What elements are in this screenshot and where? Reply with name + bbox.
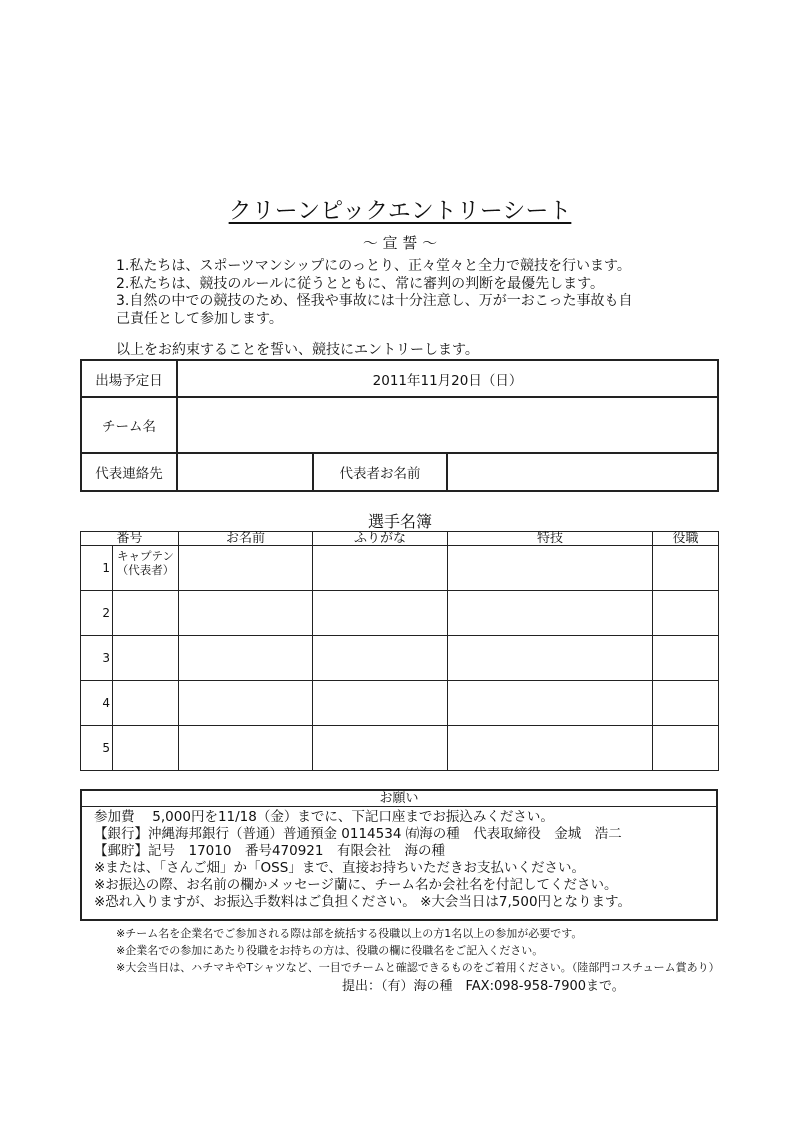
document-title: クリーンピックエントリーシート [228, 198, 572, 224]
row-number: 5 [81, 726, 113, 771]
header-skill: 特技 [448, 532, 653, 546]
pledge-line: 1.私たちは、スポーツマンシップにのっとり、正々堂々と全力で競技を行います。 [116, 258, 631, 274]
request-body [82, 807, 716, 911]
bank-line: 【銀行】沖縄海邦銀行（普通）普通預金 0114534 ㈲海の種 代表取締役 金城 浩二 [94, 826, 622, 842]
notes-list [116, 925, 720, 976]
roster-title: 選手名簿 [367, 512, 432, 531]
name-cell[interactable] [179, 546, 313, 591]
captain-cell[interactable] [113, 681, 179, 726]
pledge-line: 3.自然の中での競技のため、怪我や事故には十分注意し、万が一おこった事故も自 [116, 293, 633, 309]
contact-field[interactable] [177, 453, 313, 491]
captain-cell[interactable] [113, 636, 179, 681]
row-number: 1 [81, 546, 113, 591]
table-row [81, 726, 719, 771]
position-cell[interactable] [653, 726, 719, 771]
promise-text: 以上をお約束することを誓い、競技にエントリーします。 [116, 342, 479, 358]
name-cell[interactable] [179, 681, 313, 726]
furigana-cell[interactable] [313, 726, 448, 771]
oath-heading: ～ 宣 誓 ～ [362, 234, 438, 252]
position-cell[interactable] [653, 636, 719, 681]
request-note: ※恐れ入りますが、お振込手数料はご負担ください。 ※大会当日は7,500円となります。 [94, 894, 631, 910]
date-label: 出場予定日 [81, 360, 177, 397]
submission-info: 提出：（有）海の種 FAX:098-958-7900まで。 [342, 979, 625, 994]
request-box [80, 789, 718, 921]
team-name-field[interactable] [177, 397, 718, 453]
captain-cell[interactable] [113, 726, 179, 771]
request-note: ※または、「さんご畑」か「OSS」まで、直接お持ちいただきお支払いください。 [94, 860, 586, 876]
name-cell[interactable] [179, 591, 313, 636]
skill-cell[interactable] [448, 681, 653, 726]
table-row [81, 636, 719, 681]
position-cell[interactable] [653, 591, 719, 636]
position-cell[interactable] [653, 681, 719, 726]
furigana-cell[interactable] [313, 636, 448, 681]
row-number: 3 [81, 636, 113, 681]
fee-line: 参加費 5,000円を11/18（金）までに、下記口座までお振込みください。 [94, 809, 554, 825]
request-title: お願い [82, 791, 716, 807]
name-cell[interactable] [179, 726, 313, 771]
header-name: お名前 [179, 532, 313, 546]
roster-table [80, 531, 719, 771]
rep-name-field[interactable] [447, 453, 718, 491]
captain-cell[interactable] [113, 591, 179, 636]
captain-label [113, 546, 179, 591]
rep-name-label: 代表者お名前 [313, 453, 447, 491]
team-name-label: チーム名 [81, 397, 177, 453]
note-line: ※企業名での参加にあたり役職をお持ちの方は、役職の欄に役職名をご記入ください。 [116, 944, 544, 957]
skill-cell[interactable] [448, 591, 653, 636]
contact-label: 代表連絡先 [81, 453, 177, 491]
captain-label-line: キャプテン [117, 549, 174, 563]
request-note: ※お振込の際、お名前の欄かメッセージ蘭に、チーム名か会社名を付記してください。 [94, 877, 618, 893]
name-cell[interactable] [179, 636, 313, 681]
row-number: 2 [81, 591, 113, 636]
table-row [81, 591, 719, 636]
table-row [81, 681, 719, 726]
position-cell[interactable] [653, 546, 719, 591]
furigana-cell[interactable] [313, 681, 448, 726]
furigana-cell[interactable] [313, 591, 448, 636]
note-line: ※チーム名を企業名でご参加される際は部を統括する役職以上の方1名以上の参加が必要です。 [116, 927, 583, 940]
skill-cell[interactable] [448, 546, 653, 591]
row-number: 4 [81, 681, 113, 726]
date-value[interactable]: 2011年11月20日（日） [177, 360, 718, 397]
pledge-line: 己責任として参加します。 [116, 310, 283, 327]
note-line: ※大会当日は、ハチマキやTシャツなど、一目でチームと確認できるものをご着用ください。（陸部門コスチューム賞あり） [116, 961, 720, 974]
furigana-cell[interactable] [313, 546, 448, 591]
skill-cell[interactable] [448, 636, 653, 681]
postal-line: 【郵貯】記号 17010 番号470921 有限会社 海の種 [94, 843, 445, 859]
header-furigana: ふりがな [313, 532, 448, 546]
pledge-list [116, 258, 676, 328]
table-row [81, 546, 719, 591]
skill-cell[interactable] [448, 726, 653, 771]
captain-label-line: （代表者） [116, 563, 175, 577]
header-number: 番号 [81, 532, 179, 546]
pledge-line: 2.私たちは、競技のルールに従うとともに、常に審判の判断を最優先します。 [116, 275, 604, 292]
header-position: 役職 [653, 532, 719, 546]
entry-info-table [80, 359, 719, 492]
